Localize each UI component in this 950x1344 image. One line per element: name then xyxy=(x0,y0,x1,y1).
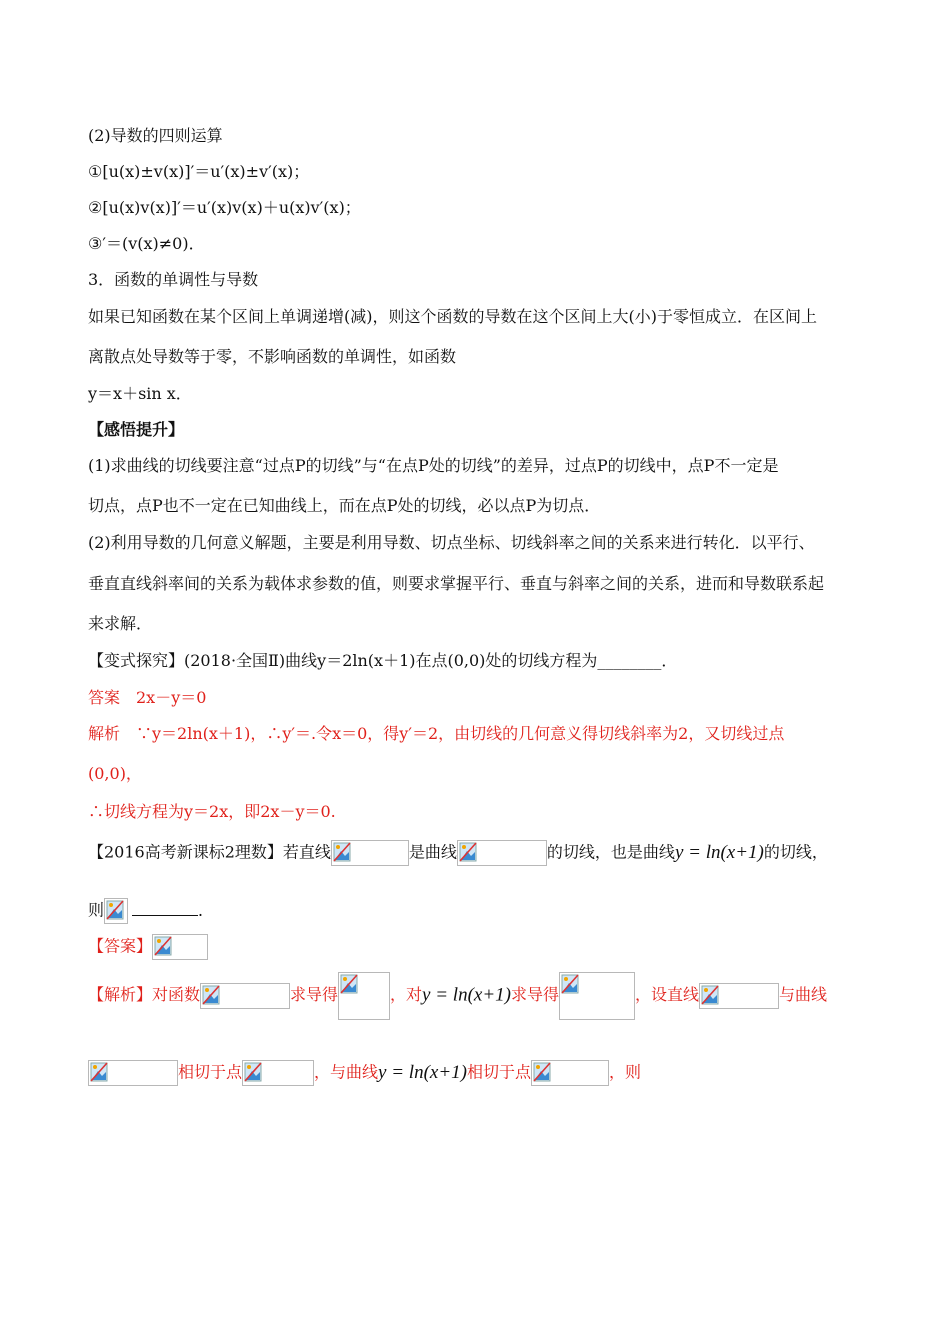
problem-2016-cont: 则 ． xyxy=(88,898,214,924)
broken-image-icon xyxy=(104,898,128,924)
rule-quotient: ③′＝(v(x)≠0)． xyxy=(88,234,205,253)
solution-text: 与曲线 xyxy=(779,985,828,1004)
problem-text: 是曲线 xyxy=(408,842,457,862)
solution-text: 【解析】对函数 xyxy=(88,985,201,1004)
problem-text: 【2016高考新课标2理数】若直线 xyxy=(88,842,331,862)
broken-image-icon xyxy=(699,983,779,1009)
broken-image-icon xyxy=(531,1060,609,1086)
paragraph-line: 离散点处导数等于零，不影响函数的单调性，如函数 xyxy=(88,347,457,366)
problem-text: 的切线，也是曲线 xyxy=(546,842,675,862)
answer-line: 答案 2x－y＝0 xyxy=(88,688,207,707)
broken-image-icon xyxy=(559,972,635,1020)
broken-image-icon xyxy=(457,840,547,866)
paragraph-line: (1)求曲线的切线要注意“过点P的切线”与“在点P处的切线”的差异，过点P的切线中，点P不一定是 xyxy=(88,456,779,475)
problem-text: 的切线， xyxy=(763,842,828,862)
insight-heading: 【感悟提升】 xyxy=(88,420,185,439)
solution-text: ，设直线 xyxy=(635,985,700,1004)
broken-image-icon xyxy=(88,1060,178,1086)
solution-line: 解析 ∵y＝2ln(x＋1)，∴y′＝.令x＝0，得y′＝2，由切线的几何意义得切线斜率为2，又切线过点 xyxy=(88,724,785,743)
solution-text: 相切于点 xyxy=(466,1062,531,1082)
problem-2016 xyxy=(88,840,828,866)
section-monotonicity-heading: 3．函数的单调性与导数 xyxy=(88,270,259,289)
solution-line: (0,0)， xyxy=(88,764,142,783)
solution-text: ，与曲线 xyxy=(314,1062,379,1082)
variant-problem: 【变式探究】(2018·全国Ⅱ)曲线y＝2ln(x＋1)在点(0,0)处的切线方程为________． xyxy=(88,651,678,670)
broken-image-icon xyxy=(152,934,208,960)
line-quad-ops-heading: (2)导数的四则运算 xyxy=(88,126,223,145)
solution-2016-cont xyxy=(88,1060,641,1086)
math-formula: y = ln(x+1) xyxy=(674,842,764,863)
paragraph-line: 切点，点P也不一定在已知曲线上，而在点P处的切线，必以点P为切点． xyxy=(88,496,601,515)
example-function: y＝x＋sin x． xyxy=(88,384,192,403)
paragraph-line: 垂直直线斜率间的关系为载体求参数的值，则要求掌握平行、垂直与斜率之间的关系，进而和导数联系起 xyxy=(88,574,825,593)
solution-text: 求导得 xyxy=(511,985,560,1004)
problem-text: 则 xyxy=(88,900,105,920)
paragraph-line: 如果已知函数在某个区间上单调递增(减)，则这个函数的导数在这个区间上大(小)于零恒成立．在区间上 xyxy=(88,307,817,326)
solution-2016 xyxy=(88,970,827,1021)
math-formula: y = ln(x+1) xyxy=(378,1062,467,1083)
paragraph-line: 来求解． xyxy=(88,614,153,633)
solution-text: 相切于点 xyxy=(178,1062,243,1082)
solution-line: ∴切线方程为y＝2x，即2x－y＝0. xyxy=(88,802,336,821)
paragraph-line: (2)利用导数的几何意义解题，主要是利用导数、切点坐标、切线斜率之间的关系来进行转化．以平行、 xyxy=(88,533,815,552)
answer-2016 xyxy=(88,934,208,960)
broken-image-icon xyxy=(242,1060,314,1086)
answer-blank xyxy=(132,899,198,916)
solution-text: 求导得 xyxy=(290,985,339,1004)
broken-image-icon xyxy=(200,983,290,1009)
broken-image-icon xyxy=(338,972,390,1020)
rule-sum: ①[u(x)±v(x)]′＝u′(x)±v′(x)； xyxy=(88,162,310,181)
rule-product: ②[u(x)v(x)]′＝u′(x)v(x)＋u(x)v′(x)； xyxy=(88,198,361,217)
solution-text: ，对 xyxy=(390,985,423,1004)
answer-label: 【答案】 xyxy=(88,936,153,956)
broken-image-icon xyxy=(331,840,409,866)
solution-text: ，则 xyxy=(609,1062,642,1082)
math-formula: y = ln(x+1) xyxy=(422,984,511,1006)
